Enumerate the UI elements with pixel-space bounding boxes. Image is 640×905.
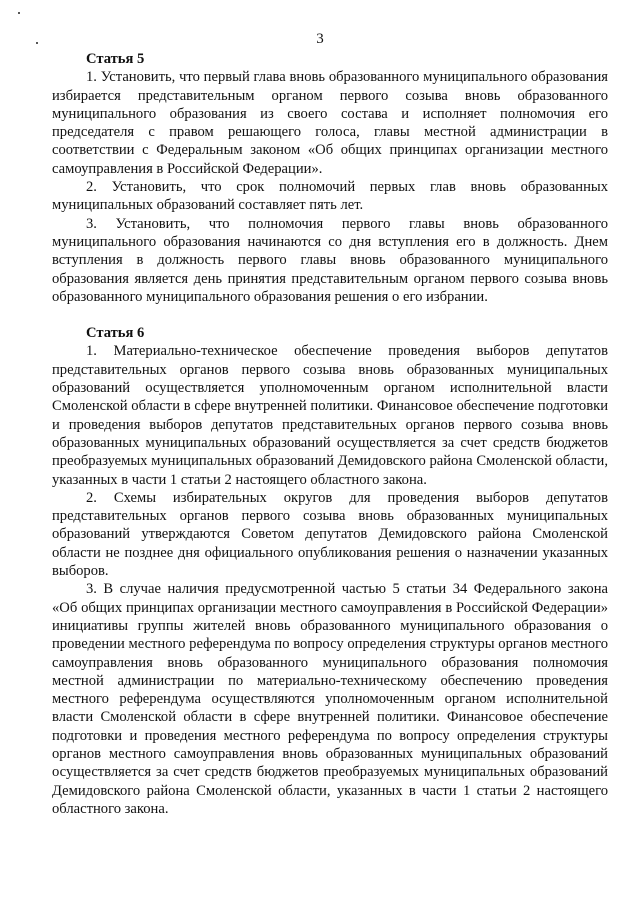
article-title: Статья 6	[86, 325, 145, 342]
document-body	[52, 50, 608, 818]
article-paragraph: 2. Установить, что срок полномочий первых глав вновь образованных муниципальных образований составляет пять лет.	[52, 179, 608, 214]
scan-dot	[18, 12, 20, 14]
article-title: Статья 5	[86, 51, 145, 67]
article-5	[52, 50, 608, 306]
page-number: 3	[316, 31, 324, 47]
article-6	[52, 324, 608, 818]
article-paragraph: 1. Установить, что первый глава вновь образованного муниципального образования избирается представительным органом первого созыва вновь образованного муниципального образования из своего состава и исполняет полномочия его председателя с правом решающего голоса, главы местной администрации в соответствии с Федеральным законом «Об общих принципах организации местного самоуправления в Российской Федерации».	[52, 69, 608, 177]
article-paragraph: 3. Установить, что полномочия первого главы вновь образованного муниципального образования начинаются со дня вступления его в должность. Днем вступления в должность первого главы вновь образованного муниципального образования является день принятия представительным органом первого созыва вновь образованного муниципального образования решения о его избрании.	[52, 215, 608, 305]
article-paragraph: 3. В случае наличия предусмотренной частью 5 статьи 34 Федерального закона «Об общих принципах организации местного самоуправления в Российской Федерации» инициативы группы жителей вновь образованного муниципального образования о проведении местного референдума по вопросу определения структуры органов местного самоуправления вновь образованного муниципального образования полномочия местной администрации по материально-техническому обеспечению проведения местного референдума осуществляются уполномоченным органом исполнительной власти Смоленской области в сфере внутренней политики. Финансовое обеспечение подготовки и проведения местного референдума по вопросу определения структуры органов местного самоуправления вновь образованных муниципальных образований осуществляется за счет средств бюджетов преобразуемых муниципальных образований Демидовского района Смоленской области, указанных в части 1 статьи 2 настоящего областного закона.	[52, 581, 608, 817]
article-paragraph: 2. Схемы избирательных округов для проведения выборов депутатов представительных органов первого созыва вновь образованных муниципальных образований утверждаются Советом депутатов Демидовского района Смоленской области не позднее дня официального опубликования решения о назначении указанных выборов.	[52, 489, 608, 580]
article-paragraph: 1. Материально-техническое обеспечение проведения выборов депутатов представительных органов первого созыва вновь образованных муниципальных образований осуществляется уполномоченным органом исполнительной власти Смоленской области в сфере внутренней политики. Финансовое обеспечение подготовки и проведения выборов депутатов представительных органов первого созыва вновь образованных муниципальных образований осуществляется за счет средств бюджетов преобразуемых муниципальных образований Демидовского района Смоленской области, указанных в части 1 статьи 2 настоящего областного закона.	[52, 343, 608, 488]
